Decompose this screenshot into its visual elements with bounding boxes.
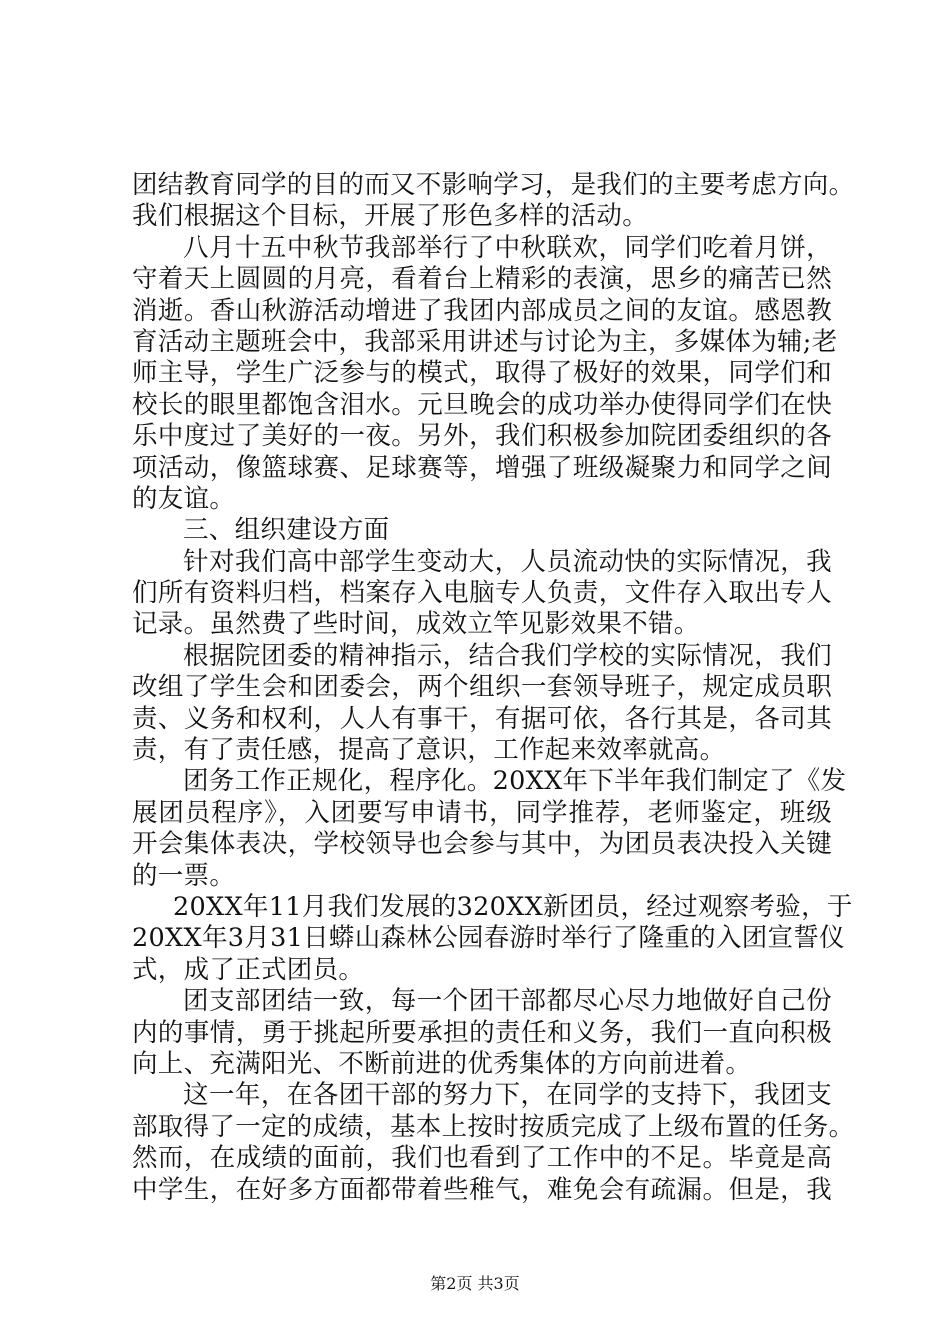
text-line: 们所有资料归档，档案存入电脑专人负责，文件存入取出专人 (132, 578, 832, 609)
text-line: 式，成了正式团员。 (132, 954, 365, 985)
text-line: 内的事情，勇于挑起所要承担的责任和义务，我们一直向积极 (132, 1017, 832, 1048)
text-line: 师主导，学生广泛参与的模式，取得了极好的效果，同学们和 (132, 358, 832, 389)
text-line: 的一票。 (132, 860, 236, 891)
text-line: 向上、充满阳光、不断前进的优秀集体的方向前进着。 (132, 1048, 752, 1079)
text-line: 记录。虽然费了些时间，成效立竿见影效果不错。 (132, 609, 700, 640)
text-line: 然而，在成绩的面前，我们也看到了工作中的不足。毕竟是高 (132, 1143, 832, 1174)
page-number: 第2页 共3页 (430, 1274, 520, 1293)
text-line: 中学生，在好多方面都带着些稚气，难免会有疏漏。但是，我 (132, 1174, 832, 1205)
text-line: 乐中度过了美好的一夜。另外，我们积极参加院团委组织的各 (132, 421, 832, 452)
paragraph-start: 团支部团结一致，每一个团干部都尽心尽力地做好自己份 (183, 986, 832, 1017)
paragraph-start: 这一年，在各团干部的努力下，在同学的支持下，我团支 (183, 1080, 832, 1111)
page-footer (0, 1274, 950, 1294)
text-line: 消逝。香山秋游活动增进了我团内部成员之间的友谊。感恩教 (132, 295, 832, 326)
section-heading: 三、组织建设方面 (183, 515, 390, 546)
text-line: 部取得了一定的成绩，基本上按时按质完成了上级布置的任务。 (132, 1111, 855, 1142)
text-line: 团结教育同学的目的而又不影响学习，是我们的主要考虑方向。 (132, 170, 855, 200)
text-line: 开会集体表决，学校领导也会参与其中，为团员表决投入关键 (132, 829, 832, 860)
text-line: 我们根据这个目标，开展了形色多样的活动。 (132, 201, 649, 232)
paragraph-start: 团务工作正规化，程序化。20XX年下半年我们制定了《发 (183, 766, 847, 797)
paragraph-start: 20XX年11月我们发展的320XX新团员，经过观察考验，于 (173, 891, 853, 922)
text-line: 校长的眼里都饱含泪水。元旦晚会的成功举办使得同学们在快 (132, 389, 832, 420)
text-line: 项活动，像篮球赛、足球赛等，增强了班级凝聚力和同学之间 (132, 452, 832, 483)
paragraph-start: 针对我们高中部学生变动大，人员流动快的实际情况，我 (183, 546, 832, 577)
text-line: 责，有了责任感，提高了意识，工作起来效率就高。 (132, 735, 726, 766)
text-line: 展团员程序》，入团要写申请书，同学推荐，老师鉴定，班级 (132, 797, 832, 828)
paragraph-start: 八月十五中秋节我部举行了中秋联欢，同学们吃着月饼， (183, 232, 832, 263)
paragraph-start: 根据院团委的精神指示，结合我们学校的实际情况，我们 (183, 640, 832, 671)
text-line: 的友谊。 (132, 483, 236, 514)
text-line: 责、义务和权利，人人有事干，有据可依，各行其是，各司其 (132, 703, 832, 734)
document-body (132, 170, 855, 1206)
text-line: 20XX年3月31日蟒山森林公园春游时举行了隆重的入团宣誓仪 (132, 923, 845, 954)
text-line: 改组了学生会和团委会，两个组织一套领导班子，规定成员职 (132, 672, 832, 703)
text-line: 育活动主题班会中，我部采用讲述与讨论为主，多媒体为辅;老 (132, 326, 838, 357)
text-line: 守着天上圆圆的月亮，看着台上精彩的表演，思乡的痛苦已然 (132, 264, 832, 295)
